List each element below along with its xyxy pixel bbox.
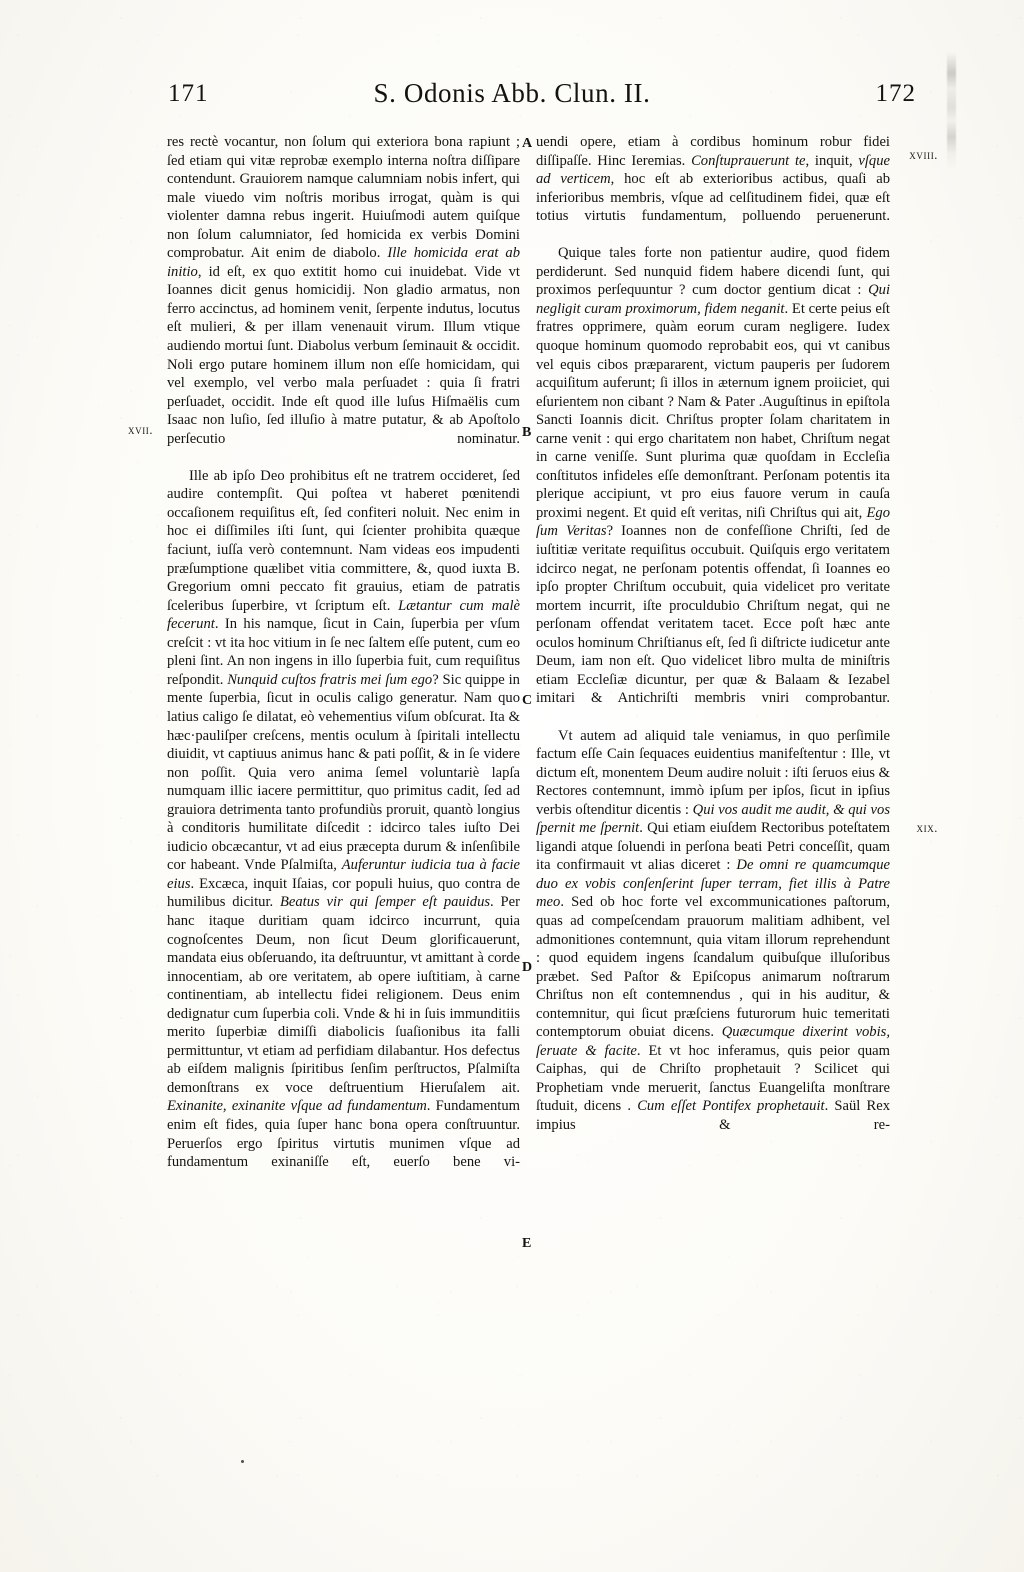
quoted-text: Beatus vir qui ſemper eſt pauidus bbox=[279, 894, 491, 911]
body-text: . Sed ob hoc forte vel excommunicationes paſtorum, quas ad compeſcendam prauorum malitiam adhibent, vel admonitiones contemnunt, quia vitam illorum reprehendunt : quod equidem ingens ſcandalum quibuſque illuſoribus præbet. Sed Paſtor & Epiſcopus animarum noſtrarum Chriſtus non eſt contemnendus , qui in his auditur, & contemnitur, qui ſicut præſciens futurorum huic temeritati contemptorum obuiat dicens. bbox=[536, 894, 890, 1041]
column-left bbox=[167, 133, 520, 1190]
marginal-letter-b: B bbox=[522, 425, 532, 440]
body-text: Vt autem ad aliquid tale veniamus, in quo perſimile factum eſſe Cain ſequaces euidentius manifeſtentur : Ille, vt dictum eſt, monentem Deum audire noluit : iſti ſeruos eius & Rectores contemnunt, immò ipſum per ipſos, ſicut in ipſius verbis oſtenditur dicentis : bbox=[536, 727, 890, 818]
quoted-text: De omni re quamcumque duo ex vobis conſenſerint ſuper terram, fiet illis à Patre meo bbox=[536, 857, 890, 911]
marginal-letter-d: D bbox=[522, 960, 533, 975]
paragraph bbox=[167, 467, 520, 1190]
paragraph bbox=[536, 727, 890, 1154]
quoted-text: Lætantur cum malè fecerunt bbox=[167, 597, 520, 633]
quoted-text: Ego ſum Veritas bbox=[536, 504, 890, 540]
marginal-letter-c: C bbox=[522, 693, 533, 708]
body-text: ? Ioannes non de confeſſione Chriſti, ſed de iuſtitiæ veritate requiſitus occubuit. Quiſquis ergo veritatem idcirco negat, ne perſonam potentis offendat, ſi Ioannes eo ipſo propter Chriſtum occubuit, quia videlicet pro veritate mortem incurrit, iſte proculdubio Chriſtum negat, qui ne perſonam offendat veritatem tacet. Ecce poſt hæc ante oculos hominum Chriſtianus eſt, ſed ſi diſtricte iudicetur ante Deum, iam non eſt. Quo videlicet libro multa de miniſtris etiam Eccleſiæ dicuntur, per quæ & Balaam & Iezabel imitari & Antichriſti membris vniri comprobantur. bbox=[536, 523, 890, 707]
quoted-text: Auferuntur iudicia tua à facie eius bbox=[167, 857, 520, 892]
paragraph bbox=[536, 133, 890, 244]
quoted-text: Ille homicida erat ab initio bbox=[167, 245, 521, 280]
column-right bbox=[536, 133, 890, 1153]
page-title: S. Odonis Abb. Clun. II. bbox=[373, 78, 651, 108]
marginal-letter-a: A bbox=[522, 136, 533, 151]
folio-number-left: 171 bbox=[168, 80, 209, 107]
body-text: . Fundamentum enim eſt fides, quia ſuper hanc bona opera conſtruuntur. Peruerſos ergo ſpiritus virtutis munimen vſque ad fundamentum exinaniſſe eſt, euerſo bene vi- bbox=[167, 1098, 520, 1171]
quoted-text: Exinanite, exinanite vſque ad fundamentum bbox=[167, 1098, 427, 1115]
paragraph bbox=[536, 244, 890, 726]
quoted-text: Quæcumque dixerint vobis, ſeruate & facite bbox=[536, 1024, 890, 1059]
body-text: Quique tales forte non patientur audire, quod fidem perdiderunt. Sed nunquid fidem habere dicendi ſunt, qui proximos perſequuntur ? cum doctor gentium dicat : bbox=[536, 245, 890, 299]
marginal-letter-e: E bbox=[522, 1236, 532, 1251]
body-text: . Et certe peius eſt fratres opprimere, quàm eorum curam negligere. Iudex quoque hominum quomodo reprobabit eos, qui vt canibus vel equis cibos præpararent, victum pauperis per ſudorem acquiſitum auferunt; ſi illos in æternum ignem proiiciet, qui eſurientem non cibant ? Nam & Pater .Auguſtinus in epiſtola Sancti Ioannis dicit. Chriſtus propter ſolam charitatem in carne venit : qui ergo charitatem non habet, Chriſtum negat in carne veniſſe. Sunt plurima quæ quoſdam in Eccleſia conſtitutos infideles eſſe demonſtrant. Perſonam potentis ita plerique accipiunt, vt pro eius fauore verum in cauſa proximi negent. Et quid eſt veritas, niſi Chriſtus qui ait, bbox=[536, 300, 890, 521]
quoted-text: Qui negligit curam proximorum, fidem neganit bbox=[536, 282, 890, 317]
body-text: . In his namque, ſicut in Cain, ſuperbia per vſum creſcit : vt ita hoc vitium in ſe nec ſaltem eſſe putent, cum eo pleni ſint. An non ingens in illo ſuperbia fuit, cum requiſitus reſpondit. bbox=[167, 616, 520, 688]
paragraph bbox=[167, 133, 520, 467]
marginal-section-xvii: xvii. bbox=[128, 423, 154, 437]
marginal-section-xix: xix. bbox=[916, 821, 938, 835]
quoted-text: Cum eſſet Pontifex prophetauit bbox=[637, 1098, 825, 1115]
running-head bbox=[0, 80, 1024, 122]
body-text: , hoc eſt ab exterioribus actibus, quaſi ab inferioribus membris, vſque ad celſitudinem fidei, quæ eſt totius virtutis fundamentum, polluendo peruenerunt. bbox=[536, 171, 890, 225]
body-text: . Saül Rex impius & re- bbox=[536, 1098, 890, 1133]
body-text: , inquit, bbox=[805, 152, 859, 169]
body-text: . Excæca, inquit Iſaias, cor populi huius, quo contra de humilibus dicitur. bbox=[167, 875, 520, 911]
body-text: Ille ab ipſo Deo prohibitus eſt ne tratrem occideret, ſed audire contempſit. Qui poſtea vt haberet pœnitendi occaſionem requiſitus eſt, ſed confiteri noluit. Nec enim in hoc ei diſſimiles iſti ſunt, qui ſcienter prohibita quæque faciunt, iuſſa verò contemnunt. Nam videas eos impudenti præſumptione quælibet vitia committere, &, quod iuxta B. Gregorium omni peccato fit grauius, etiam de patratis ſceleribus ſuperbire, vt ſcriptum eſt. bbox=[167, 467, 520, 614]
quoted-text: Qui vos audit me audit, & qui vos ſpernit me ſpernit bbox=[536, 801, 890, 837]
body-text: res rectè vocantur, non ſolum qui exteriora bona rapiunt ; ſed etiam qui vitæ reprobæ exemplo interna noſtra diſſipare contendunt. Grauiorem namque calumniam nobis infert, qui male viuedo vim noſtris moribus irrogat, quàm is qui violenter damna rebus ingerit. Huiuſmodi autem quiſque non ſolum calumniator, ſed homicida ex verbis Domini comprobatur. Ait enim de diabolo. bbox=[167, 134, 520, 262]
quoted-text: Nunquid cuſtos fratris mei ſum ego bbox=[227, 671, 433, 688]
marginal-section-xviii: xviii. bbox=[909, 148, 938, 162]
body-text: . Et vt hoc inferamus, quis peior quam Caiphas, qui de Chriſto prophetauit ? Scilicet qui Prophetiam vnde meruerit, ſanctus Euangeliſta monſtrare ſtuduit, dicens . bbox=[536, 1042, 890, 1115]
body-text: . Per hanc itaque duritiam quam idcirco incurrunt, quia cognoſcentes Deum, non ſicut Deum glorificauerunt, mandata eius obſeruando, ita deſtruuntur, vt amittant à corde innocentiam, ab ore veritatem, ab opere iuſtitiam, à carne continentiam, ab intellectu fidei religionem. Deus enim dedignatur cum ſuperbia coli. Vnde & hi in ſuis immunditiis merito ſuperbiæ dimiſſi diabolicis ſuaſionibus ita falli permittuntur, vt etiam ad perfidiam dilabantur. Hos defectus ab eiſdem malignis ſpiritibus ſenſim perſtructos, Pſalmiſta demonſtrans ex voce deſtruentium Hieruſalem ait. bbox=[167, 894, 520, 1096]
folio-number-right: 172 bbox=[875, 80, 916, 107]
body-text: ? Sic quippe in mente ſuperbia, ſicut in oculis caligo generatur. Nam quo latius caligo ſe dilatat, eò vehementius viſum obſcurat. Ita & hæc·pauliſper creſcens, mentis oculum à ſpiritali intellectu diuidit, vt captiuus animus hanc & pati poſſit, & in ſe videre non poſſit. Quia vero anima ſemel voluntariè lapſa numquam illic iacere permittitur, quo primitus cadit, ſed ad grauiora detrimenta tanto profundiùs proruit, quantò longius à conditoris humilitate diſcedit : idcirco tales iuſto Dei iudicio obcæcantur, vt ad eius præcepta durum & inſenſibile cor habeant. Vnde Pſalmiſta, bbox=[167, 671, 520, 874]
quoted-text: Conſtuprauerunt te bbox=[691, 152, 806, 169]
quoted-text: vſque ad verticem bbox=[536, 152, 890, 188]
body-text: . Qui etiam eiuſdem Rectoribus poteſtatem ligandi atque ſoluendi in perſona beati Petri conceſſit, quam ita confirmauit vt alias diceret : bbox=[536, 820, 890, 874]
body-text: , id eſt, ex quo extitit homo cui inuidebat. Vide vt Ioannes dicit genus homicidij. Non gladio armatus, non ferro accinctus, ad hominem venit, ſerpente indutus, locutus eſt mulieri, & per illam venenauit virum. Illum vtique audiendo mortui ſunt. Diabolus verbum ſeminauit & occidit. Noli ergo putare hominem illum non eſſe homicidam, qui vel exemplo, vel verbo mala perſuadet : quia ſi fratri perſuadet, occidit. Inde eſt quod ille luſus Hiſmaëlis cum Isaac non luſio, ſed illuſio à matre putatur, & ab Apoſtolo perſecutio nominatur. bbox=[167, 263, 520, 447]
ink-speck bbox=[241, 1460, 244, 1463]
body-text: uendi opere, etiam à cordibus hominum robur fidei diſſipaſſe. Hinc Ieremias. bbox=[536, 134, 890, 169]
